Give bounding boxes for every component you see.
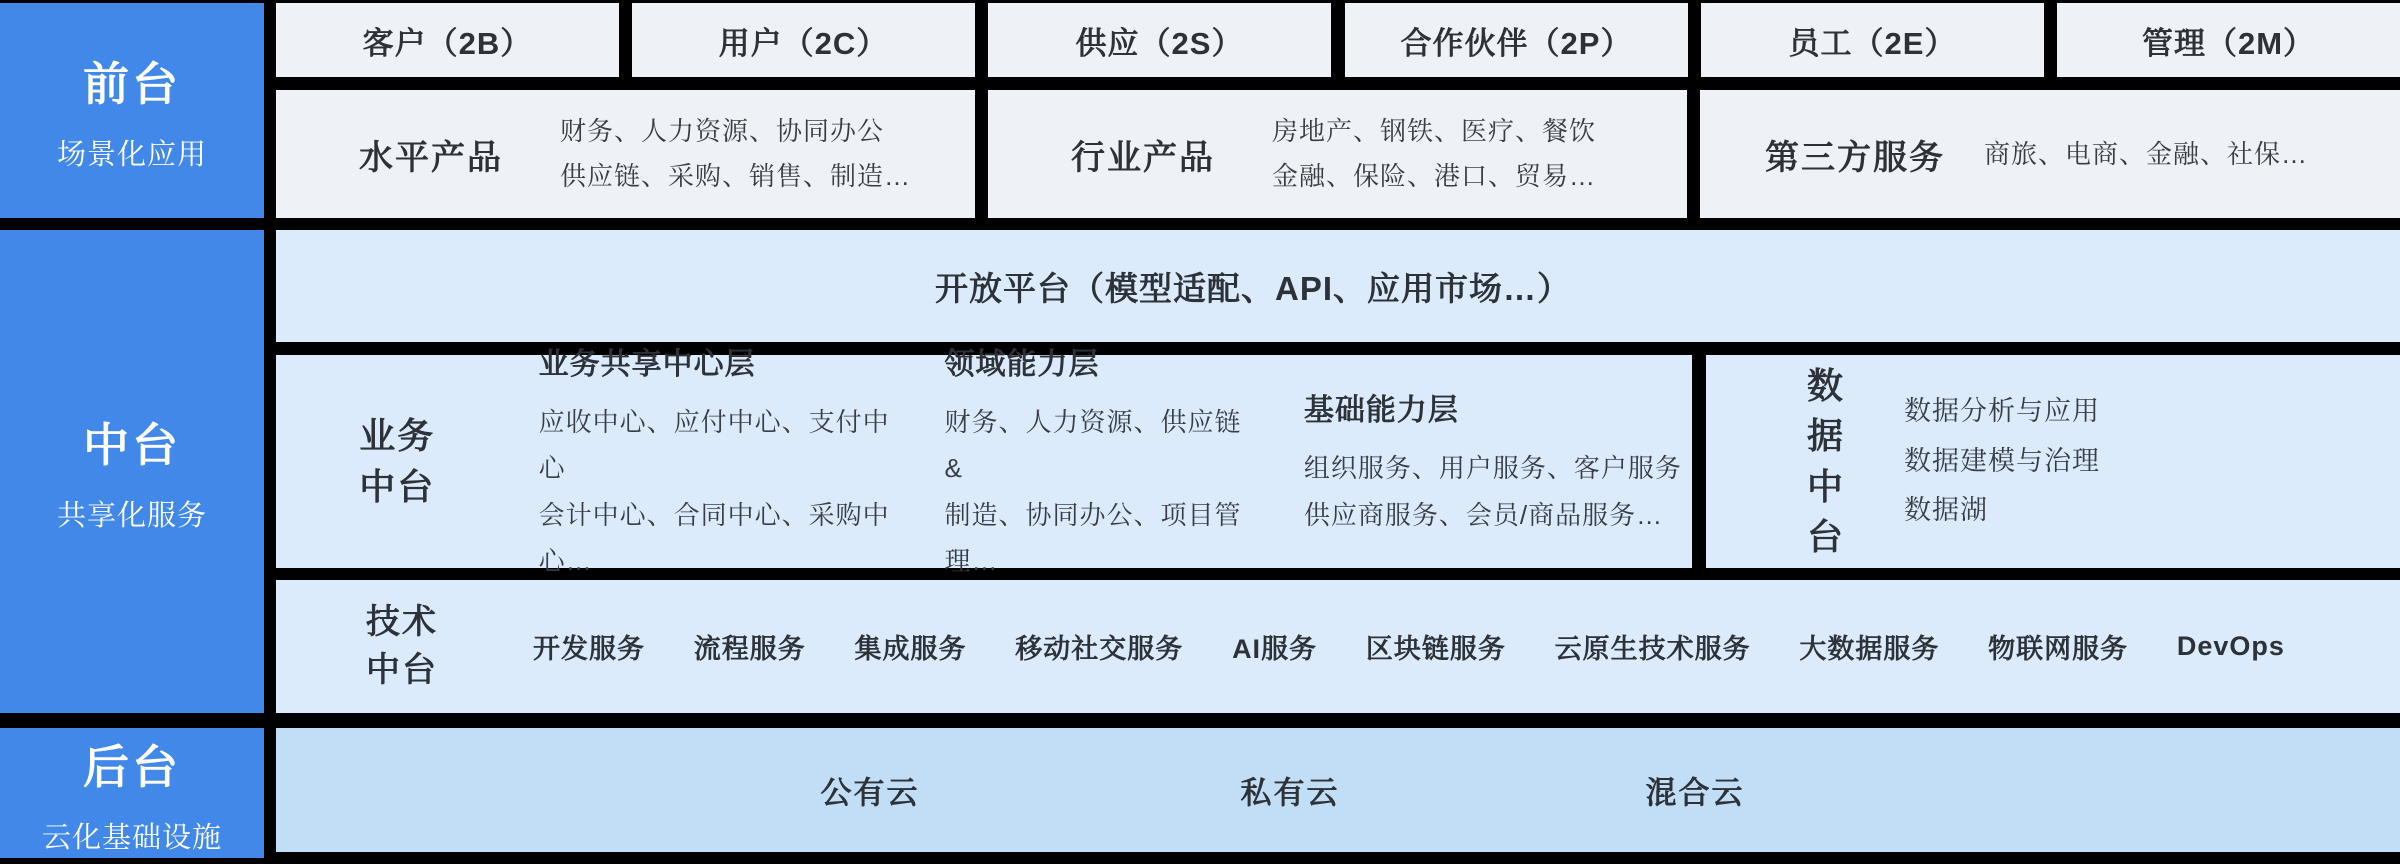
top-cell-employee-2e bbox=[1701, 3, 2044, 77]
back-stage-band bbox=[0, 728, 264, 858]
top-cell-label: 客户（2B） bbox=[362, 25, 533, 61]
cloud-infrastructure-bar bbox=[276, 728, 2400, 852]
top-cell-user-2c bbox=[632, 3, 975, 77]
top-cell-label: 管理（2M） bbox=[2141, 25, 2316, 61]
top-cell-label: 合作伙伴（2P） bbox=[1400, 25, 1633, 61]
tech-service-item: DevOps bbox=[2176, 631, 2285, 661]
third-party-services-cell bbox=[1700, 90, 2400, 218]
tech-middle-platform-cell bbox=[276, 580, 2400, 713]
third-party-services-label: 第三方服务 bbox=[1765, 138, 1945, 177]
top-cell-management-2m bbox=[2057, 3, 2400, 77]
tech-service-item: 集成服务 bbox=[854, 634, 967, 664]
column-heading: 业务共享中心层 bbox=[538, 347, 756, 381]
open-platform-bar bbox=[276, 230, 2400, 342]
tech-service-item: AI服务 bbox=[1232, 634, 1318, 664]
cloud-item-public: 公有云 bbox=[820, 775, 920, 811]
industry-products-detail bbox=[1272, 109, 1596, 198]
top-cell-supply-2s bbox=[988, 3, 1331, 77]
cloud-item-private: 私有云 bbox=[1240, 775, 1340, 811]
column-line: 会计中心、合同中心、采购中心… bbox=[538, 499, 890, 576]
tech-service-item: 物联网服务 bbox=[1988, 634, 2129, 664]
detail-line: 商旅、电商、金融、社保… bbox=[1984, 138, 2309, 169]
tech-service-list bbox=[533, 627, 2285, 666]
tech-service-item: 移动社交服务 bbox=[1015, 634, 1184, 664]
cloud-item-hybrid: 混合云 bbox=[1645, 775, 1745, 811]
third-party-services-detail bbox=[1984, 132, 2308, 177]
top-cell-label: 员工（2E） bbox=[1788, 25, 1957, 61]
detail-line: 房地产、钢铁、医疗、餐饮 bbox=[1272, 116, 1597, 147]
horizontal-products-label: 水平产品 bbox=[359, 138, 503, 177]
tech-service-item: 流程服务 bbox=[693, 634, 806, 664]
back-stage-subtitle: 云化基础设施 bbox=[41, 821, 222, 854]
top-cell-label: 供应（2S） bbox=[1075, 25, 1244, 61]
tech-service-item: 开发服务 bbox=[533, 634, 645, 664]
detail-line: 金融、保险、港口、贸易… bbox=[1272, 161, 1597, 191]
top-cell-label: 用户（2C） bbox=[718, 25, 889, 61]
business-shared-center-column bbox=[539, 339, 900, 584]
label-line: 业务 bbox=[359, 415, 436, 457]
horizontal-products-cell bbox=[276, 90, 975, 218]
column-line: 应收中心、应付中心、支付中心 bbox=[538, 406, 890, 484]
industry-products-label: 行业产品 bbox=[1071, 138, 1215, 177]
label-line: 中台 bbox=[1806, 465, 1845, 557]
column-line: 财务、人力资源、供应链& bbox=[944, 406, 1242, 484]
back-stage-title: 后台 bbox=[83, 740, 181, 793]
label-line: 中台 bbox=[366, 650, 438, 689]
tech-service-item: 大数据服务 bbox=[1799, 634, 1940, 664]
column-line: 制造、协同办公、项目管理… bbox=[944, 499, 1242, 576]
front-stage-band bbox=[0, 3, 264, 218]
data-middle-platform-detail bbox=[1904, 387, 2100, 537]
detail-line: 财务、人力资源、协同办公 bbox=[560, 116, 885, 147]
front-stage-title: 前台 bbox=[83, 58, 181, 110]
detail-line: 数据湖 bbox=[1904, 495, 1988, 526]
detail-line: 数据建模与治理 bbox=[1904, 445, 2100, 476]
industry-products-cell bbox=[988, 90, 1687, 218]
detail-line: 数据分析与应用 bbox=[1904, 395, 2100, 426]
middle-stage-title: 中台 bbox=[83, 419, 181, 471]
column-heading: 基础能力层 bbox=[1303, 394, 1459, 428]
middle-stage-subtitle: 共享化服务 bbox=[56, 500, 207, 532]
middle-stage-band bbox=[0, 230, 264, 713]
column-line: 供应商服务、会员/商品服务… bbox=[1303, 499, 1664, 530]
basic-capability-column bbox=[1304, 385, 1692, 538]
tech-service-item: 云原生技术服务 bbox=[1554, 634, 1751, 664]
label-line: 技术 bbox=[366, 602, 438, 641]
horizontal-products-detail bbox=[560, 109, 911, 198]
tech-service-item: 区块链服务 bbox=[1365, 634, 1506, 664]
front-stage-subtitle: 场景化应用 bbox=[56, 139, 207, 171]
data-middle-platform-label bbox=[1790, 361, 1862, 563]
label-line: 中台 bbox=[359, 465, 436, 507]
detail-line: 供应链、采购、销售、制造… bbox=[560, 161, 912, 191]
column-heading: 领域能力层 bbox=[944, 347, 1100, 381]
column-line: 组织服务、用户服务、客户服务 bbox=[1303, 453, 1682, 484]
top-cell-customer-2b bbox=[276, 3, 619, 77]
data-middle-platform-cell bbox=[1706, 355, 2400, 568]
business-middle-platform-cell bbox=[276, 347, 1692, 576]
label-line: 数据 bbox=[1806, 364, 1845, 457]
business-middle-platform-label bbox=[276, 411, 519, 512]
top-cell-partner-2p bbox=[1345, 3, 1688, 77]
tech-middle-platform-label bbox=[366, 599, 438, 694]
open-platform-label: 开放平台（模型适配、API、应用市场…） bbox=[934, 269, 1571, 307]
domain-capability-column bbox=[945, 339, 1259, 584]
